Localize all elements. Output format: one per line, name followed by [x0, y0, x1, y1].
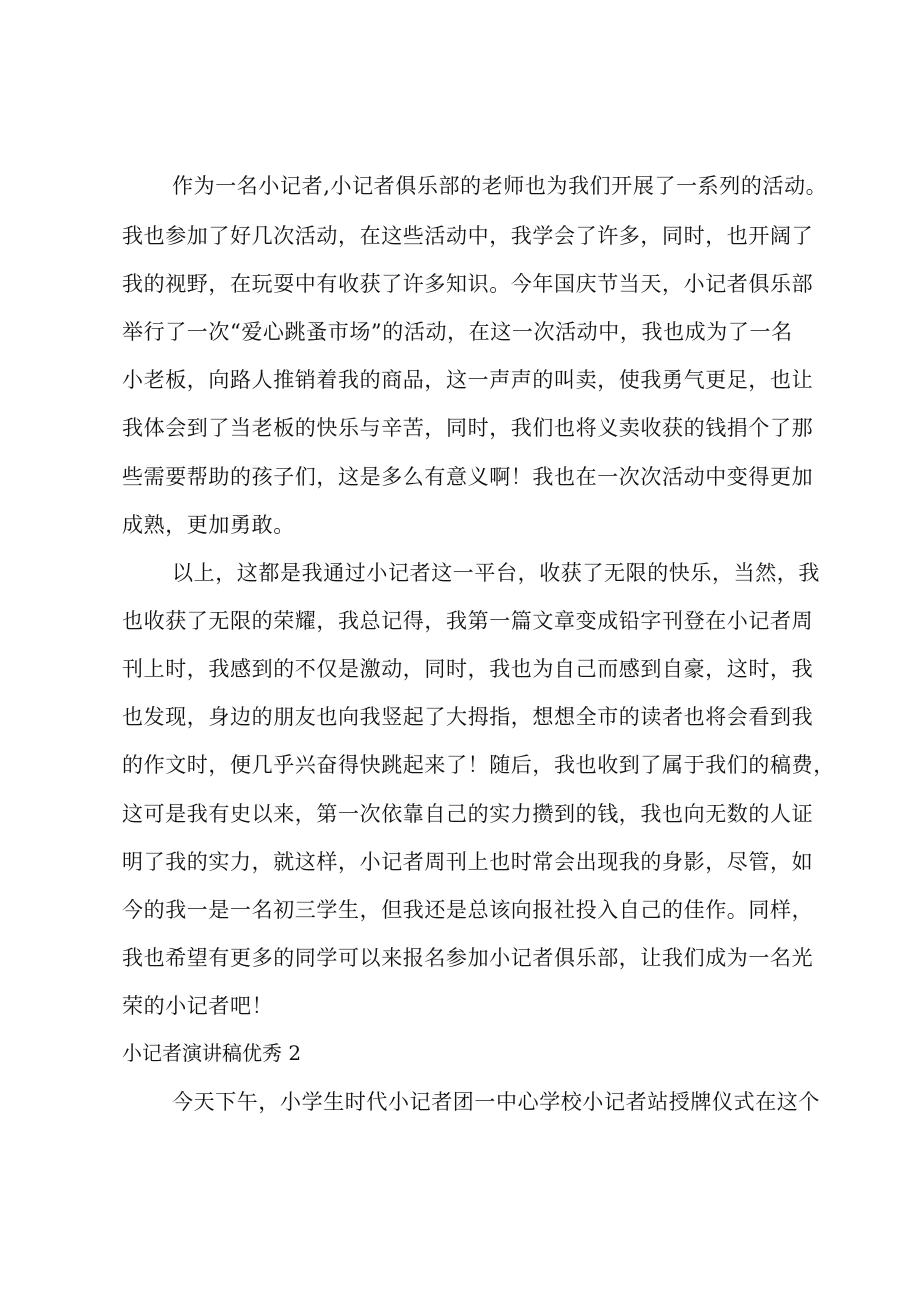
text-line: 作为一名小记者,小记者俱乐部的老师也为我们开展了一系列的活动。 [172, 174, 828, 198]
text-line: 小老板，向路人推销着我的商品，这一声声的叫卖，使我勇气更足，也让 [122, 368, 814, 392]
text-line: 也收获了无限的荣耀，我总记得，我第一篇文章变成铅字刊登在小记者周 [122, 609, 814, 633]
text-line: 也发现，身边的朋友也向我竖起了大拇指，想想全市的读者也将会看到我 [122, 705, 814, 729]
text-line: 些需要帮助的孩子们，这是多么有意义啊！我也在一次次活动中变得更加 [122, 465, 814, 489]
text-line: 今的我一是一名初三学生，但我还是总该向报社投入自己的佳作。同样， [122, 898, 814, 922]
text-line: 我体会到了当老板的快乐与辛苦，同时，我们也将义卖收获的钱捐个了那 [122, 416, 814, 440]
text-line: 今天下午，小学生时代小记者团一中心学校小记者站授牌仪式在这个 [172, 1090, 820, 1114]
text-line: 以上，这都是我通过小记者这一平台，收获了无限的快乐，当然，我 [172, 561, 820, 585]
text-line: 我也参加了好几次活动，在这些活动中，我学会了许多，同时，也开阔了 [122, 224, 814, 248]
text-line: 荣的小记者吧！ [122, 994, 274, 1018]
text-line: 举行了一次“爱心跳蚤市场”的活动，在这一次活动中，我也成为了一名 [122, 320, 793, 344]
text-line: 刊上时，我感到的不仅是激动，同时，我也为自己而感到自豪，这时，我 [122, 657, 814, 681]
text-line: 明了我的实力，就这样，小记者周刊上也时常会出现我的身影，尽管，如 [122, 850, 814, 874]
text-line: 这可是我有史以来，第一次依靠自己的实力攒到的钱，我也向无数的人证 [122, 802, 814, 826]
text-line: 的作文时，便几乎兴奋得快跳起来了！随后，我也收到了属于我们的稿费， [122, 753, 835, 777]
text-line: 我也希望有更多的同学可以来报名参加小记者俱乐部，让我们成为一名光 [122, 946, 814, 970]
text-line: 成熟，更加勇敢。 [122, 513, 295, 537]
text-line: 我的视野，在玩耍中有收获了许多知识。今年国庆节当天，小记者俱乐部 [122, 272, 814, 296]
section-heading: 小记者演讲稿优秀 2 [122, 1041, 302, 1065]
